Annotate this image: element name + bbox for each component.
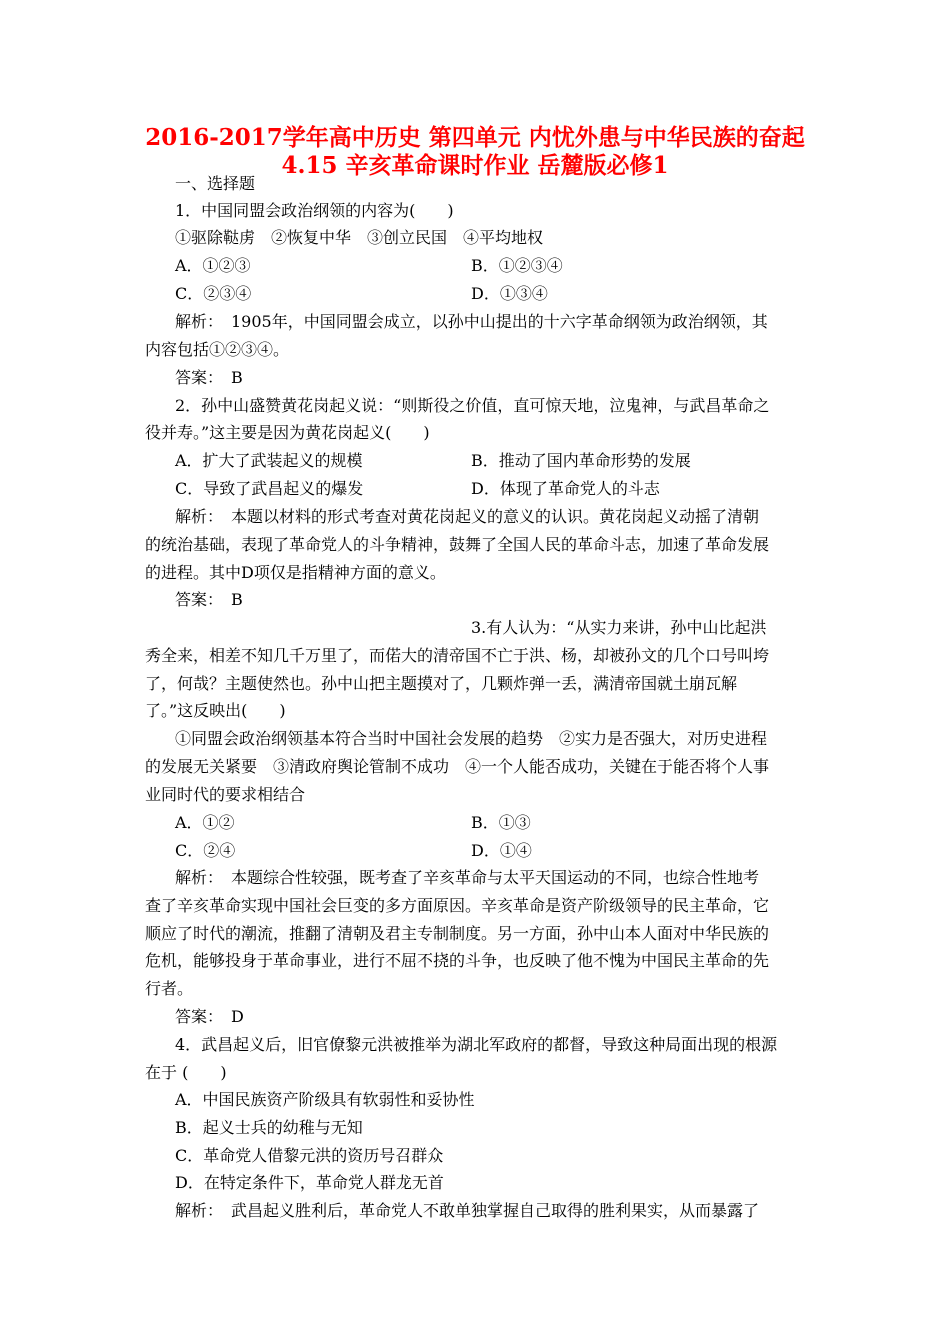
q3-option-b: B．①③ [471, 813, 531, 832]
q3-analysis-line-2: 查了辛亥革命实现中国社会巨变的多方面原因。辛亥革命是资产阶级领导的民主革命，它 [145, 896, 770, 915]
q3-analysis-line-4: 危机，能够投身于革命事业，进行不屈不挠的斗争，也反映了他不愧为中国民主革命的先 [145, 951, 770, 970]
q1-option-d: D．①③④ [471, 284, 548, 303]
q2-analysis-line-1: 解析： 本题以材料的形式考查对黄花岗起义的意义的认识。黄花岗起义动摇了清朝 [175, 507, 760, 526]
q3-stem-line-1: 3.有人认为：“从实力来讲，孙中山比起洪 [471, 618, 767, 637]
q4-option-a: A．中国民族资产阶级具有软弱性和妥协性 [175, 1090, 475, 1109]
q1-stem: 1．中国同盟会政治纲领的内容为( ) [175, 201, 454, 220]
q1-option-a: A．①②③ [175, 256, 251, 275]
q4-stem-line-2: 在于 ( ) [145, 1063, 227, 1082]
q3-option-c: C．②④ [175, 841, 236, 860]
section-heading: 一、选择题 [175, 174, 256, 193]
q3-stem-line-3: 了，何哉？主题使然也。孙中山把主题摸对了，几颗炸弹一丢，满清帝国就土崩瓦解 [145, 674, 738, 693]
q1-answer: 答案： B [175, 368, 243, 387]
q3-stem-line-4: 了。”这反映出( ) [145, 701, 286, 720]
q1-option-c: C．②③④ [175, 284, 252, 303]
document-title-line-2: 4.15 辛亥革命课时作业 岳麓版必修1 [281, 152, 669, 179]
q1-items: ①驱除鞑虏 ②恢复中华 ③创立民国 ④平均地权 [175, 228, 544, 247]
q2-answer: 答案： B [175, 590, 243, 609]
q4-option-d: D．在特定条件下，革命党人群龙无首 [175, 1173, 444, 1192]
q3-stem-line-2: 秀全来，相差不知几千万里了，而偌大的清帝国不亡于洪、杨，却被孙文的几个口号叫垮 [145, 646, 770, 665]
q2-analysis-line-2: 的统治基础，表现了革命党人的斗争精神，鼓舞了全国人民的革命斗志，加速了革命发展 [145, 535, 770, 554]
q2-stem-line-2: 役并寿。”这主要是因为黄花岗起义( ) [145, 423, 430, 442]
document-title-line-1: 2016-2017学年高中历史 第四单元 内忧外患与中华民族的奋起 [145, 124, 805, 151]
q4-option-c: C．革命党人借黎元洪的资历号召群众 [175, 1146, 444, 1165]
q2-option-d: D．体现了革命党人的斗志 [471, 479, 660, 498]
q3-analysis-line-5: 行者。 [145, 979, 194, 998]
q3-option-d: D．①④ [471, 841, 532, 860]
q4-option-b: B．起义士兵的幼稚与无知 [175, 1118, 363, 1137]
q3-analysis-line-1: 解析： 本题综合性较强，既考查了辛亥革命与太平天国运动的不同，也综合性地考 [175, 868, 760, 887]
q3-option-a: A．①② [175, 813, 235, 832]
q2-option-a: A．扩大了武装起义的规模 [175, 451, 363, 470]
q2-option-c: C．导致了武昌起义的爆发 [175, 479, 364, 498]
q3-items-line-3: 业同时代的要求相结合 [145, 785, 306, 804]
q4-stem-line-1: 4．武昌起义后，旧官僚黎元洪被推举为湖北军政府的都督，导致这种局面出现的根源 [175, 1035, 778, 1054]
q1-analysis-line-2: 内容包括①②③④。 [145, 340, 290, 359]
q3-answer: 答案： D [175, 1007, 244, 1026]
q2-stem-line-1: 2．孙中山盛赞黄花岗起义说：“则斯役之价值，直可惊天地，泣鬼神，与武昌革命之 [175, 396, 770, 415]
q1-analysis-line-1: 解析： 1905年，中国同盟会成立，以孙中山提出的十六字革命纲领为政治纲领，其 [175, 312, 768, 331]
q3-items-line-1: ①同盟会政治纲领基本符合当时中国社会发展的趋势 ②实力是否强大，对历史进程 [175, 729, 768, 748]
q4-analysis-line-1: 解析： 武昌起义胜利后，革命党人不敢单独掌握自己取得的胜利果实，从而暴露了 [175, 1201, 760, 1220]
q1-option-b: B．①②③④ [471, 256, 563, 275]
q3-items-line-2: 的发展无关紧要 ③清政府舆论管制不成功 ④一个人能否成功，关键在于能否将个人事 [145, 757, 770, 776]
q3-analysis-line-3: 顺应了时代的潮流，推翻了清朝及君主专制制度。另一方面，孙中山本人面对中华民族的 [145, 924, 770, 943]
q2-analysis-line-3: 的进程。其中D项仅是指精神方面的意义。 [145, 563, 446, 582]
q2-option-b: B．推动了国内革命形势的发展 [471, 451, 691, 470]
